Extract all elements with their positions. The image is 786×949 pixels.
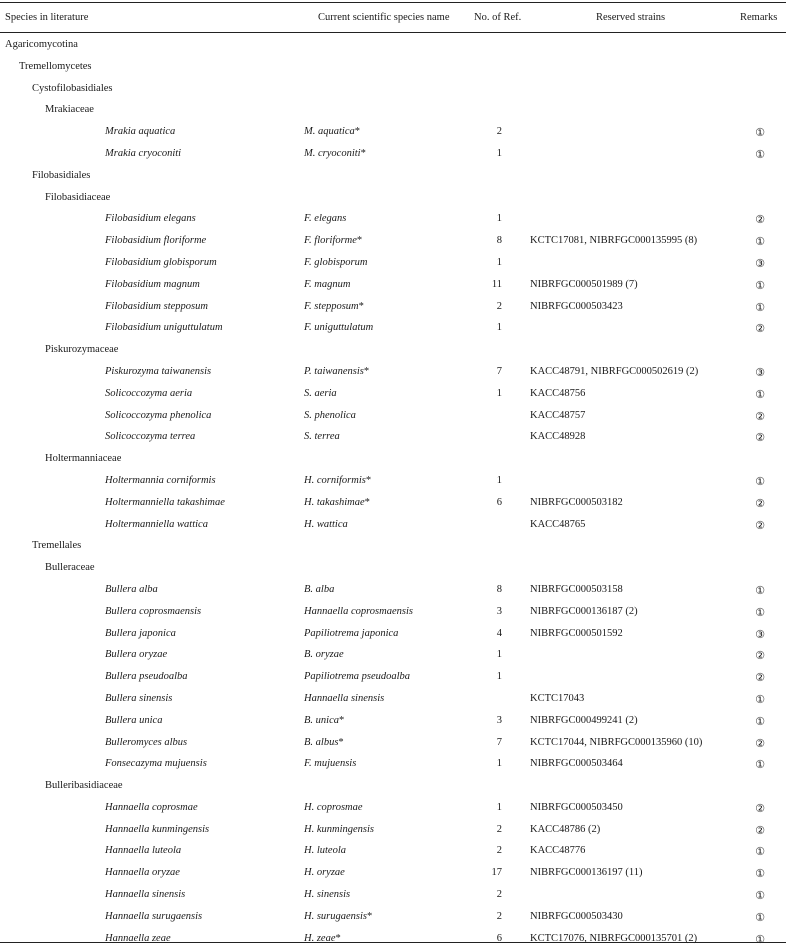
taxon-group-label: Mrakiaceae [45, 104, 94, 116]
taxon-group-row [0, 34, 786, 56]
type-strain-asterisk: * [339, 714, 345, 726]
current-species-name-cell [304, 301, 364, 312]
current-species-name-cell [304, 737, 344, 748]
reserved-strains: KACC48765 [530, 518, 586, 530]
current-species-name-cell [304, 126, 360, 137]
species-in-literature: Holtermanniella takashimae [105, 496, 225, 508]
remark-marker: ③ [755, 365, 765, 379]
species-in-literature: Filobasidium globisporum [105, 256, 217, 268]
reserved-strains: KACC48757 [530, 409, 586, 421]
current-species-name-cell [304, 322, 373, 333]
current-species-name-cell [304, 279, 350, 290]
species-row [0, 644, 786, 666]
species-in-literature: Solicoccozyma phenolica [105, 409, 212, 421]
species-in-literature: Solicoccozyma aeria [105, 387, 193, 399]
reserved-strains: NIBRFGC000501592 [530, 627, 623, 639]
current-species-name: H. oryzae [304, 867, 345, 879]
type-strain-asterisk: * [335, 932, 341, 944]
current-species-name: H. zeae [304, 932, 336, 944]
reserved-strains: KACC48786 (2) [530, 823, 601, 835]
reference-count: 17 [491, 867, 502, 879]
reserved-strains: KACC48791, NIBRFGC000502619 (2) [530, 365, 699, 377]
remark-marker: ① [755, 300, 765, 314]
taxon-group-row [0, 557, 786, 579]
current-species-name: H. sinensis [304, 889, 351, 901]
species-row [0, 623, 786, 645]
reference-count: 6 [496, 932, 502, 944]
remark-marker: ① [755, 889, 765, 903]
current-species-name-cell [304, 519, 348, 530]
species-row [0, 710, 786, 732]
reserved-strains: NIBRFGC000503158 [530, 583, 623, 595]
current-species-name-cell [304, 649, 344, 660]
current-species-name: B. alba [304, 583, 335, 595]
type-strain-asterisk: * [365, 474, 372, 486]
current-species-name: Papiliotrema pseudoalba [304, 671, 411, 683]
remark-marker: ② [755, 736, 765, 750]
remark-marker: ② [755, 801, 765, 815]
remark-marker: ③ [755, 256, 765, 270]
species-row [0, 906, 786, 928]
current-species-name: F. floriforme [304, 235, 357, 247]
reference-count: 7 [496, 736, 502, 748]
species-row [0, 884, 786, 906]
current-species-name: M. aquatica [304, 126, 355, 138]
species-row [0, 688, 786, 710]
current-species-name-cell [304, 257, 367, 268]
species-row [0, 579, 786, 601]
current-species-name: F. uniguttulatum [304, 322, 374, 334]
reference-count: 3 [496, 714, 502, 726]
species-in-literature: Holtermannia corniformis [105, 474, 216, 486]
current-species-name-cell [304, 366, 369, 377]
species-row [0, 753, 786, 775]
reference-count: 2 [496, 845, 502, 857]
taxon-group-label: Filobasidiaceae [45, 191, 111, 203]
current-species-name-cell [304, 671, 410, 682]
current-species-name: H. corniformis [304, 474, 366, 486]
header-species-in-literature: Species in literature [5, 12, 89, 23]
reference-count: 2 [496, 889, 502, 901]
current-species-name: F. mujuensis [304, 758, 357, 770]
current-species-name-cell [304, 235, 362, 246]
reference-count: 1 [496, 671, 502, 683]
table-body [0, 34, 786, 949]
reference-count: 1 [496, 649, 502, 661]
species-in-literature: Bullera unica [105, 714, 163, 726]
current-species-name-cell [304, 867, 345, 878]
remark-marker: ① [755, 147, 765, 161]
species-row [0, 426, 786, 448]
type-strain-asterisk: * [354, 126, 360, 138]
species-in-literature: Bullera japonica [105, 627, 176, 639]
reference-count: 1 [496, 758, 502, 770]
type-strain-asterisk: * [360, 147, 366, 159]
current-species-name: S. aeria [304, 387, 337, 399]
species-in-literature: Bullera pseudoalba [105, 671, 188, 683]
current-species-name-cell [304, 693, 384, 704]
remark-marker: ① [755, 845, 765, 859]
current-species-name-cell [304, 606, 413, 617]
current-species-name: M. cryoconiti [304, 147, 361, 159]
remark-marker: ② [755, 213, 765, 227]
reserved-strains: KACC48928 [530, 431, 586, 443]
reserved-strains: NIBRFGC000136187 (2) [530, 605, 638, 617]
current-species-name: H. luteola [304, 845, 346, 857]
current-species-name-cell [304, 911, 372, 922]
reserved-strains: NIBRFGC000503423 [530, 300, 623, 312]
reference-count: 2 [496, 823, 502, 835]
species-in-literature: Fonsecazyma mujuensis [105, 758, 207, 770]
taxon-group-label: Holtermanniaceae [45, 453, 122, 465]
header-reserved-strains: Reserved strains [596, 12, 666, 23]
current-species-name: H. surugaensis [304, 910, 368, 922]
current-species-name: F. magnum [304, 278, 351, 290]
remark-marker: ② [755, 496, 765, 510]
species-in-literature: Filobasidium magnum [105, 278, 200, 290]
reference-count: 1 [496, 322, 502, 334]
reference-count: 1 [496, 801, 502, 813]
species-row [0, 840, 786, 862]
current-species-name: H. takashimae [304, 496, 365, 508]
current-species-name-cell [304, 824, 374, 835]
remark-marker: ① [755, 126, 765, 140]
species-in-literature: Hannaella coprosmae [105, 801, 198, 813]
reserved-strains: NIBRFGC000136197 (11) [530, 867, 643, 879]
species-row [0, 492, 786, 514]
taxon-group-label: Tremellomycetes [19, 60, 92, 72]
reserved-strains: NIBRFGC000503450 [530, 801, 623, 813]
remark-marker: ② [755, 518, 765, 532]
reserved-strains: KCTC17044, NIBRFGC000135960 (10) [530, 736, 703, 748]
taxon-group-row [0, 775, 786, 797]
species-in-literature: Filobasidium elegans [105, 213, 196, 225]
species-in-literature: Filobasidium stepposum [105, 300, 208, 312]
reference-count: 11 [491, 278, 502, 290]
reserved-strains: KCTC17043 [530, 692, 585, 704]
current-species-name-cell [304, 845, 346, 856]
reserved-strains: NIBRFGC000503430 [530, 910, 623, 922]
remark-marker: ① [755, 910, 765, 924]
species-row [0, 819, 786, 841]
remark-marker: ② [755, 322, 765, 336]
species-row [0, 121, 786, 143]
species-in-literature: Holtermanniella wattica [105, 518, 208, 530]
species-in-literature: Bullera oryzae [105, 649, 168, 661]
reference-count: 4 [496, 627, 502, 639]
reference-count: 2 [496, 910, 502, 922]
reference-count: 6 [496, 496, 502, 508]
current-species-name: B. unica [304, 714, 339, 726]
remark-marker: ① [755, 387, 765, 401]
current-species-name: S. terrea [304, 431, 340, 443]
taxon-group-label: Cystofilobasidiales [32, 82, 113, 94]
type-strain-asterisk: * [356, 235, 363, 247]
species-row [0, 514, 786, 536]
taxon-group-label: Filobasidiales [32, 169, 91, 181]
species-in-literature: Filobasidium floriforme [105, 235, 207, 247]
reference-count: 1 [496, 256, 502, 268]
current-species-name: F. elegans [304, 213, 347, 225]
remark-marker: ① [755, 932, 765, 946]
taxon-group-label: Piskurozymaceae [45, 344, 119, 356]
reserved-strains: NIBRFGC000501989 (7) [530, 278, 638, 290]
species-in-literature: Hannaella luteola [105, 845, 182, 857]
remark-marker: ② [755, 431, 765, 445]
taxon-group-label: Agaricomycotina [5, 39, 78, 50]
table-bottom-rule [0, 942, 786, 943]
taxon-group-row [0, 99, 786, 121]
species-row [0, 862, 786, 884]
species-in-literature: Mrakia cryoconiti [105, 147, 182, 159]
remark-marker: ② [755, 823, 765, 837]
reserved-strains: KCTC17081, NIBRFGC000135995 (8) [530, 235, 698, 247]
current-species-name-cell [304, 213, 346, 224]
species-in-literature: Filobasidium uniguttulatum [105, 322, 223, 334]
species-in-literature: Hannaella oryzae [105, 867, 180, 879]
current-species-name-cell [304, 431, 340, 442]
table-top-rule [0, 2, 786, 3]
species-in-literature: Hannaella kunmingensis [105, 823, 210, 835]
remark-marker: ① [755, 605, 765, 619]
taxon-group-row [0, 448, 786, 470]
species-row [0, 143, 786, 165]
current-species-name-cell [304, 715, 344, 726]
current-species-name: Hannaella sinensis [304, 692, 385, 704]
reserved-strains: NIBRFGC000503464 [530, 758, 623, 770]
remark-marker: ① [755, 235, 765, 249]
type-strain-asterisk: * [367, 910, 373, 922]
species-in-literature: Solicoccozyma terrea [105, 431, 196, 443]
current-species-name: B. oryzae [304, 649, 344, 661]
species-in-literature: Hannaella surugaensis [105, 910, 203, 922]
species-row [0, 797, 786, 819]
species-in-literature: Mrakia aquatica [105, 126, 176, 138]
species-row [0, 361, 786, 383]
header-remarks: Remarks [740, 12, 778, 23]
remark-marker: ② [755, 671, 765, 685]
species-in-literature: Hannaella zeae [105, 932, 171, 944]
reference-count: 2 [496, 126, 502, 138]
current-species-name-cell [304, 628, 398, 639]
current-species-name: S. phenolica [304, 409, 356, 421]
current-species-name: B. albus [304, 736, 339, 748]
current-species-name: H. wattica [304, 518, 348, 530]
reserved-strains: NIBRFGC000503182 [530, 496, 623, 508]
remark-marker: ① [755, 867, 765, 881]
current-species-name: F. stepposum [304, 300, 359, 312]
taxon-group-label: Bulleraceae [45, 562, 95, 574]
species-row [0, 666, 786, 688]
reference-count: 7 [496, 365, 502, 377]
species-row [0, 470, 786, 492]
reference-count: 8 [496, 583, 502, 595]
species-row [0, 274, 786, 296]
current-species-name: F. globisporum [304, 256, 368, 268]
current-species-name: H. kunmingensis [304, 823, 374, 835]
reference-count: 1 [496, 387, 502, 399]
type-strain-asterisk: * [338, 736, 344, 748]
remark-marker: ① [755, 714, 765, 728]
current-species-name: Papiliotrema japonica [304, 627, 399, 639]
type-strain-asterisk: * [358, 300, 364, 312]
reserved-strains: KCTC17076, NIBRFGC000135701 (2) [530, 932, 698, 944]
current-species-name-cell [304, 410, 356, 421]
current-species-name-cell [304, 388, 337, 399]
header-rule [0, 32, 786, 33]
species-in-literature: Bullera sinensis [105, 692, 173, 704]
header-current-scientific-name: Current scientific species name [318, 12, 450, 23]
species-in-literature: Piskurozyma taiwanensis [105, 365, 212, 377]
species-row [0, 928, 786, 949]
taxon-group-label: Tremellales [32, 540, 82, 552]
species-row [0, 252, 786, 274]
species-in-literature: Hannaella sinensis [105, 889, 186, 901]
header-number-of-references: No. of Ref. [474, 12, 522, 23]
species-row [0, 317, 786, 339]
remark-marker: ③ [755, 627, 765, 641]
remark-marker: ② [755, 409, 765, 423]
current-species-name-cell [304, 758, 356, 769]
taxon-group-row [0, 339, 786, 361]
type-strain-asterisk: * [363, 365, 370, 377]
reference-count: 8 [496, 235, 502, 247]
species-in-literature: Bulleromyces albus [105, 736, 188, 748]
current-species-name-cell [304, 802, 363, 813]
reference-count: 2 [496, 300, 502, 312]
reference-count: 3 [496, 605, 502, 617]
species-row [0, 405, 786, 427]
species-in-literature: Bullera alba [105, 583, 158, 595]
remark-marker: ① [755, 583, 765, 597]
species-row [0, 230, 786, 252]
remark-marker: ① [755, 692, 765, 706]
current-species-name-cell [304, 148, 366, 159]
remark-marker: ① [755, 278, 765, 292]
taxon-group-label: Bulleribasidiaceae [45, 780, 123, 792]
reference-count: 1 [496, 474, 502, 486]
taxon-group-row [0, 187, 786, 209]
current-species-name: Hannaella coprosmaensis [304, 605, 413, 617]
species-in-literature: Bullera coprosmaensis [105, 605, 202, 617]
current-species-name-cell [304, 584, 334, 595]
current-species-name-cell [304, 889, 350, 900]
taxon-group-row [0, 535, 786, 557]
reference-count: 1 [496, 147, 502, 159]
species-row [0, 208, 786, 230]
reserved-strains: KACC48756 [530, 387, 586, 399]
current-species-name-cell [304, 475, 371, 486]
current-species-name: P. taiwanensis [304, 365, 364, 377]
remark-marker: ① [755, 758, 765, 772]
species-row [0, 732, 786, 754]
current-species-name: H. coprosmae [304, 801, 363, 813]
species-row [0, 383, 786, 405]
species-row [0, 601, 786, 623]
reserved-strains: NIBRFGC000499241 (2) [530, 714, 638, 726]
taxon-group-row [0, 56, 786, 78]
reference-count: 1 [496, 213, 502, 225]
reserved-strains: KACC48776 [530, 845, 586, 857]
current-species-name-cell [304, 497, 370, 508]
taxon-group-row [0, 165, 786, 187]
taxon-group-row [0, 78, 786, 100]
remark-marker: ① [755, 474, 765, 488]
remark-marker: ② [755, 649, 765, 663]
species-row [0, 296, 786, 318]
type-strain-asterisk: * [364, 496, 370, 508]
